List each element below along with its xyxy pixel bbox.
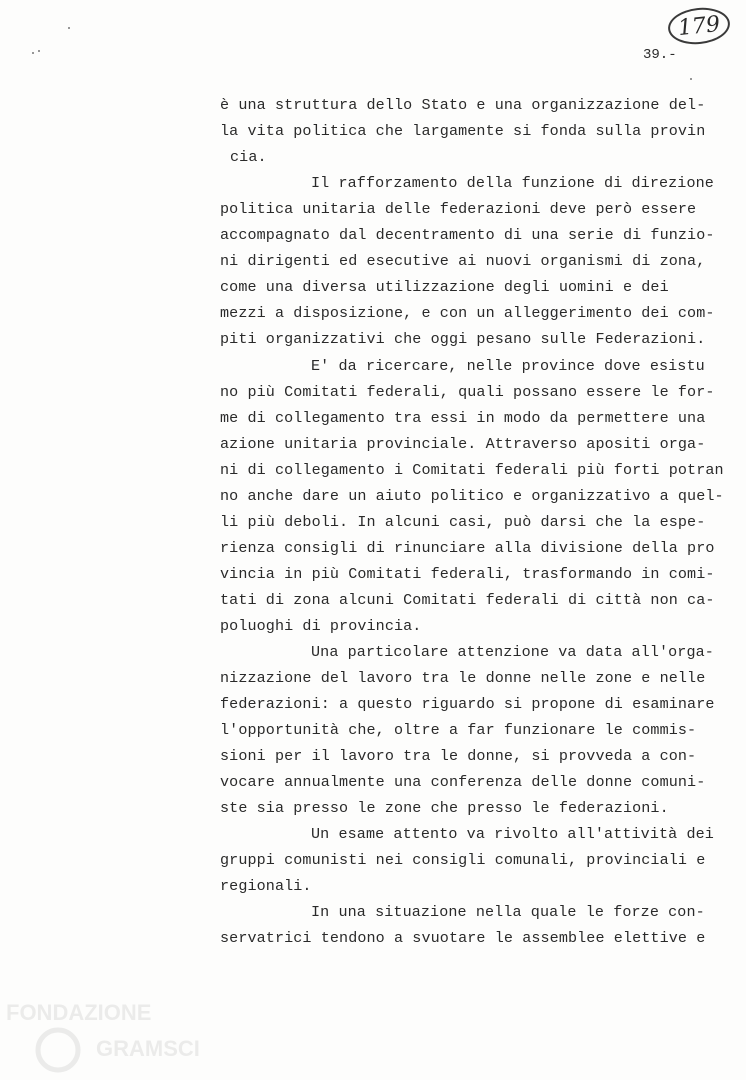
text-line: no più Comitati federali, quali possano essere le for- bbox=[220, 383, 715, 401]
text-line: come una diversa utilizzazione degli uomini e dei bbox=[220, 278, 669, 296]
scan-speck bbox=[690, 78, 692, 80]
text-line: tati di zona alcuni Comitati federali di città non ca- bbox=[220, 591, 715, 609]
text-line: Il rafforzamento della funzione di direzione bbox=[311, 174, 714, 192]
text-line: poluoghi di provincia. bbox=[220, 617, 422, 635]
text-line: sioni per il lavoro tra le donne, si provveda a con- bbox=[220, 747, 697, 765]
archive-stamp: 179 bbox=[666, 5, 731, 47]
text-line: azione unitaria provinciale. Attraverso apositi orga- bbox=[220, 435, 706, 453]
scan-speck bbox=[38, 50, 40, 52]
svg-text:GRAMSCI: GRAMSCI bbox=[96, 1036, 200, 1061]
watermark-logo bbox=[4, 994, 264, 1074]
text-line: regionali. bbox=[220, 877, 312, 895]
text-line: gruppi comunisti nei consigli comunali, provinciali e bbox=[220, 851, 706, 869]
text-line: ste sia presso le zone che presso le federazioni. bbox=[220, 799, 669, 817]
text-line: In una situazione nella quale le forze con- bbox=[311, 903, 705, 921]
text-line: Un esame attento va rivolto all'attività dei bbox=[311, 825, 714, 843]
text-line: E' da ricercare, nelle province dove esistu bbox=[311, 357, 705, 375]
text-line: la vita politica che largamente si fonda sulla provin bbox=[220, 122, 706, 140]
svg-text:FONDAZIONE: FONDAZIONE bbox=[6, 1000, 152, 1025]
text-line: accompagnato dal decentramento di una serie di funzio- bbox=[220, 226, 715, 244]
page-number: 39.- bbox=[643, 47, 677, 63]
text-line: mezzi a disposizione, e con un alleggerimento dei com- bbox=[220, 304, 715, 322]
text-line: nizzazione del lavoro tra le donne nelle zone e nelle bbox=[220, 669, 706, 687]
scan-speck bbox=[32, 52, 34, 54]
text-line: rienza consigli di rinunciare alla divisione della pro bbox=[220, 539, 715, 557]
text-line: cia. bbox=[230, 148, 267, 166]
text-line: me di collegamento tra essi in modo da permettere una bbox=[220, 409, 706, 427]
text-line: li più deboli. In alcuni casi, può darsi che la espe- bbox=[220, 513, 706, 531]
text-line: piti organizzativi che oggi pesano sulle Federazioni. bbox=[220, 330, 706, 348]
text-line: federazioni: a questo riguardo si propone di esaminare bbox=[220, 695, 715, 713]
text-line: Una particolare attenzione va data all'orga- bbox=[311, 643, 714, 661]
text-line: vincia in più Comitati federali, trasformando in comi- bbox=[220, 565, 715, 583]
text-line: politica unitaria delle federazioni deve però essere bbox=[220, 200, 697, 218]
text-line: l'opportunità che, oltre a far funzionare le commis- bbox=[220, 721, 697, 739]
scan-speck bbox=[68, 27, 70, 29]
text-line: ni di collegamento i Comitati federali più forti potran bbox=[220, 461, 724, 479]
text-line: vocare annualmente una conferenza delle donne comuni- bbox=[220, 773, 706, 791]
text-line: ni dirigenti ed esecutive ai nuovi organismi di zona, bbox=[220, 252, 706, 270]
text-line: è una struttura dello Stato e una organizzazione del- bbox=[220, 96, 706, 114]
text-line: no anche dare un aiuto politico e organizzativo a quel- bbox=[220, 487, 724, 505]
text-line: servatrici tendono a svuotare le assemblee elettive e bbox=[220, 929, 706, 947]
